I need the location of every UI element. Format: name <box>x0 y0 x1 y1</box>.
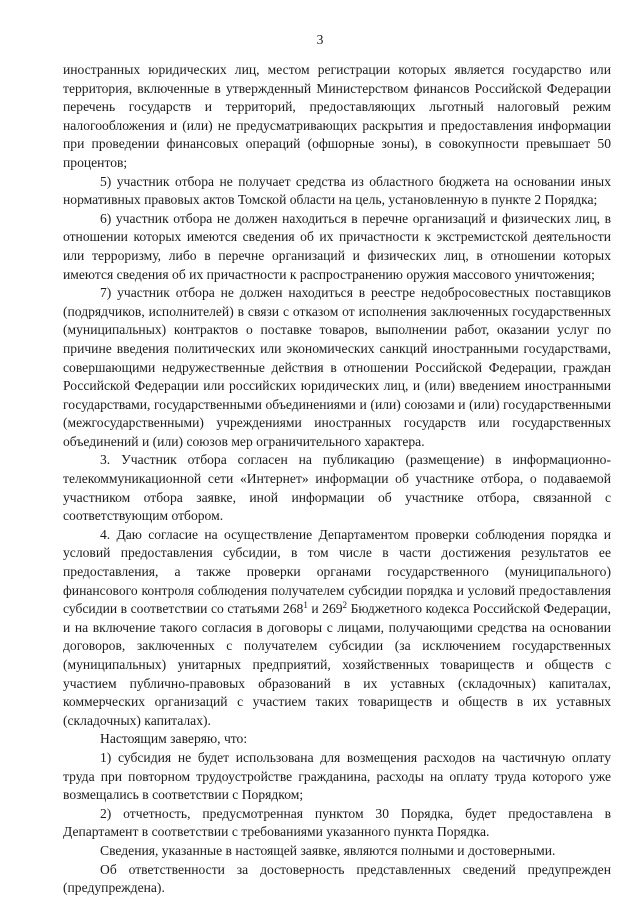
document-body <box>63 61 611 898</box>
section-4-text-a: 4. Даю согласие на осуществление Департаментом проверки соблюдения порядка и условий предоставления субсидии, в том числе в части достижения результатов ее предоставления, а также проверки органами государственного (муниципального) финансового контроля соблюдения получателем субсидии порядка и условий предоставления субсидии в соответствии со статьями 268 <box>63 526 611 617</box>
page-number: 3 <box>316 32 324 47</box>
paragraph-section-4 <box>63 526 611 731</box>
paragraph-liability-statement: Об ответственности за достоверность представленных сведений предупрежден (предупреждена). <box>63 861 611 896</box>
paragraph-completeness-statement: Сведения, указанные в настоящей заявке, являются полными и достоверными. <box>100 842 556 858</box>
paragraph-continuation: иностранных юридических лиц, местом регистрации которых является государство или территория, включенные в утвержденный Министерством финансов Российской Федерации перечень государств и территорий, предоставляющих льготный налоговый режим налогообложения и (или) не предусматривающих раскрытия и предоставления информации при проведении финансовых операций (офшорные зоны), в совокупности превышает 50 процентов; <box>63 62 611 170</box>
paragraph-item-6: 6) участник отбора не должен находиться в перечне организаций и физических лиц, в отношении которых имеются сведения об их причастности к экстремистской деятельности или терроризму, либо в перечне организаций и физических лиц, в отношении которых имеются сведения об их причастности к распространению оружия массового уничтожения; <box>63 210 611 282</box>
paragraph-item-7: 7) участник отбора не должен находиться в реестре недобросовестных поставщиков (подрядчиков, исполнителей) в связи с отказом от исполнения заключенных государственных (муниципальных) контрактов о поставке товаров, выполнении работ, оказании услуг по причине введения политических или экономических санкций иностранными государствами, совершающими недружественные действия в отношении Российской Федерации, граждан Российской Федерации или российских юридических лиц, и (или) введением иностранными государствами, государственными объединениями и (или) союзами и (или) государственными (межгосударственными) учреждениями иностранных государств или государственных объединений и (или) союзов мер ограничительного характера. <box>63 285 611 449</box>
article-superscript-2: 2 <box>342 600 348 611</box>
paragraph-assurance-1: 1) субсидия не будет использована для возмещения расходов на частичную оплату труда при повторном трудоустройстве гражданина, расходы на оплату труда которого уже возмещались в соответствии с Порядком; <box>63 749 611 803</box>
section-4-text-b: и 269 <box>307 601 343 617</box>
paragraph-assurance-2: 2) отчетность, предусмотренная пунктом 30 Порядка, будет предоставлена в Департамент в соответствии с требованиями указанного пункта Порядка. <box>63 805 611 840</box>
paragraph-assurance-intro: Настоящим заверяю, что: <box>100 731 248 747</box>
section-4-text-c: Бюджетного кодекса Российской Федерации, и на включение такого согласия в договоры с лицами, получающими средства на основании договоров, заключенных с получателем субсидии (за исключением государственных (муниципальных) унитарных предприятий, хозяйственных товариществ и обществ с участием публично-правовых образований в их уставных (складочных) капиталах, коммерческих организаций с участием таких товариществ и обществ в их уставных (складочных) капиталах). <box>63 601 611 728</box>
paragraph-section-3: 3. Участник отбора согласен на публикацию (размещение) в информационно-телекоммуникационной сети «Интернет» информации об участнике отбора, о подаваемой участником отбора заявке, иной информации об участнике отбора, связанной с соответствующим отбором. <box>63 452 611 524</box>
paragraph-item-5: 5) участник отбора не получает средства из областного бюджета на основании иных нормативных правовых актов Томской области на цель, установленную в пункте 2 Порядка; <box>63 173 611 208</box>
article-superscript-1: 1 <box>303 600 308 611</box>
